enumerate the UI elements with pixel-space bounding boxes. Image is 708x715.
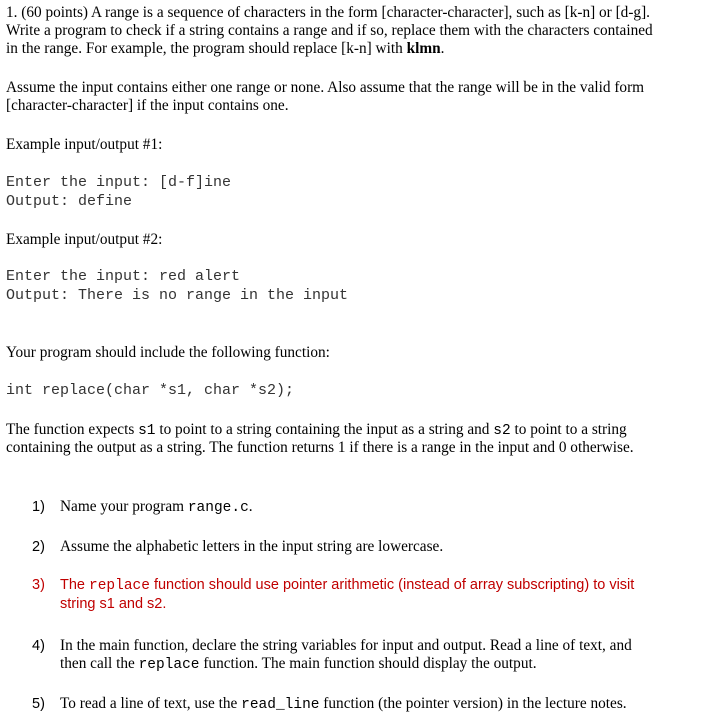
assumption-line-2: [character-character] if the input contains one. — [6, 97, 289, 114]
filename-code: range.c — [187, 500, 249, 516]
requirement-number: 3) — [32, 577, 45, 593]
requirement-text-end: . — [248, 498, 253, 515]
function-desc-text-b: to point to a string containing the input as a string and — [155, 421, 494, 438]
requirement-text: The — [60, 577, 90, 593]
requirement-text-end: function. The main function should display the output. — [199, 655, 537, 672]
problem-line-2: Write a program to check if a string contains a range and if so, replace them with the characters contained — [6, 22, 653, 39]
function-desc-line-1 — [6, 421, 627, 440]
requirement-item-4 — [32, 637, 692, 674]
example-1-output: Output: define — [6, 193, 133, 210]
assumption-line-1: Assume the input contains either one range or none. Also assume that the range will be in the valid form — [6, 79, 645, 96]
requirement-number: 1) — [32, 499, 45, 515]
requirement-text: To read a line of text, use the — [60, 695, 242, 712]
param-s2-code: s2 — [493, 423, 511, 439]
param-s1-code: s1 — [138, 423, 156, 439]
function-intro: Your program should include the following function: — [6, 344, 330, 361]
requirement-text-line-2: then call the — [60, 655, 139, 672]
function-signature: int replace(char *s1, char *s2); — [6, 382, 295, 399]
requirement-text-end: function (the pointer version) in the lecture notes. — [319, 695, 627, 712]
requirement-number: 4) — [32, 638, 45, 654]
example-output-bold: klmn — [406, 40, 441, 57]
example-1-input: Enter the input: [d-f]ine — [6, 174, 232, 191]
replace-code: replace — [138, 657, 200, 673]
replace-code: replace — [89, 578, 150, 594]
function-desc-text-c: to point to a string — [510, 421, 627, 438]
example-2-heading: Example input/output #2: — [6, 231, 163, 248]
requirement-text: Name your program — [60, 498, 188, 515]
example-2-output: Output: There is no range in the input — [6, 287, 349, 304]
example-1-heading: Example input/output #1: — [6, 136, 163, 153]
requirement-text: In the main function, declare the string variables for input and output. Read a line of text, and — [60, 637, 632, 654]
problem-line-3-text: in the range. For example, the program should replace [k-n] with — [6, 40, 407, 57]
problem-line-3-end: . — [440, 40, 445, 57]
requirement-item-1 — [32, 498, 692, 517]
function-desc-line-2: containing the output as a string. The function returns 1 if there is a range in the input and 0 otherwise. — [6, 439, 634, 456]
requirement-text-cont: function should use pointer arithmetic (instead of array subscripting) to visit — [149, 577, 635, 593]
problem-line-3 — [6, 40, 444, 58]
function-desc-text-a: The function expects — [6, 421, 139, 438]
requirement-item-2 — [32, 538, 692, 556]
problem-line-1: 1. (60 points) A range is a sequence of characters in the form [character-character], such as [k-n] or [d-g]. — [6, 4, 650, 21]
read-line-code: read_line — [241, 697, 320, 713]
requirement-text-line-2: string s1 and s2. — [60, 596, 167, 612]
requirement-number: 5) — [32, 696, 45, 712]
requirement-number: 2) — [32, 539, 45, 555]
requirement-text: Assume the alphabetic letters in the input string are lowercase. — [60, 538, 444, 555]
requirement-item-5 — [32, 695, 692, 714]
requirement-item-3 — [32, 576, 692, 613]
example-2-input: Enter the input: red alert — [6, 268, 241, 285]
